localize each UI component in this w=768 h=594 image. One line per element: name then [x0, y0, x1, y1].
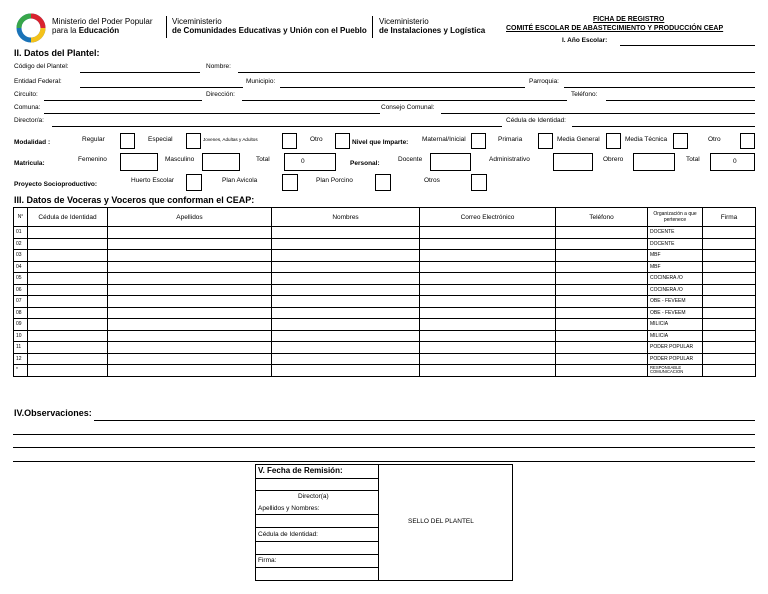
apellidos-cell[interactable] [108, 319, 272, 331]
firma-cell[interactable] [703, 365, 756, 377]
remision-apellidos-label: Apellidos y Nombres: [258, 505, 320, 512]
proyecto-otros-label: Otros [424, 177, 440, 184]
col-apellidos-header: Apellidos [108, 208, 272, 227]
correo-cell[interactable] [420, 238, 556, 250]
circuito-label: Circuito: [14, 91, 38, 98]
entidad-label: Entidad Federal: [14, 78, 62, 85]
col-cedula-header: Cédula de Identidad [28, 208, 108, 227]
modalidad-otro-checkbox[interactable] [335, 133, 350, 149]
total-matricula-label: Total [256, 156, 270, 163]
organizacion-cell: DOCENTE [648, 227, 703, 239]
firma-cell[interactable] [703, 284, 756, 296]
organizacion-cell: MILICIA [648, 330, 703, 342]
firma-cell[interactable] [703, 227, 756, 239]
telefono-cell[interactable] [556, 238, 648, 250]
nivel-maternal-label: Maternal/Inicial [422, 136, 466, 143]
femenino-field[interactable] [120, 153, 158, 171]
codigo-field[interactable] [80, 72, 200, 73]
telefono-cell[interactable] [556, 284, 648, 296]
docente-field[interactable] [430, 153, 471, 171]
fecha-remision-field[interactable] [255, 490, 378, 491]
telefono-cell[interactable] [556, 273, 648, 285]
col-telefono-header: Teléfono [556, 208, 648, 227]
telefono-cell[interactable] [556, 353, 648, 365]
remision-cedula-label: Cédula de Identidad: [258, 531, 318, 538]
apellidos-cell[interactable] [108, 342, 272, 354]
correo-cell[interactable] [420, 342, 556, 354]
nombres-cell[interactable] [272, 319, 420, 331]
organizacion-cell: RESPONSABLE COMUNICACION [648, 365, 703, 377]
table-row [14, 273, 756, 285]
correo-cell[interactable] [420, 250, 556, 262]
table-row [14, 284, 756, 296]
col-correo-header: Correo Electrónico [420, 208, 556, 227]
nivel-label: Nivel que Imparte: [352, 139, 409, 146]
proyecto-otros-checkbox[interactable] [471, 174, 487, 191]
cedula-cell[interactable] [28, 307, 108, 319]
row-number: 05 [14, 273, 28, 285]
voceros-header-row [14, 208, 756, 227]
telefono-cell[interactable] [556, 319, 648, 331]
apellidos-cell[interactable] [108, 284, 272, 296]
firma-cell[interactable] [703, 342, 756, 354]
cedula-cell[interactable] [28, 330, 108, 342]
table-row [14, 353, 756, 365]
table-row [14, 296, 756, 308]
apellidos-cell[interactable] [108, 296, 272, 308]
proyecto-avicola-checkbox[interactable] [282, 174, 298, 191]
apellidos-cell[interactable] [108, 353, 272, 365]
personal-label: Personal: [350, 160, 380, 167]
director-title: Director(a) [298, 493, 329, 500]
organizacion-cell: MBF [648, 250, 703, 262]
parroquia-label: Parroquia: [529, 78, 559, 85]
row-number: 06 [14, 284, 28, 296]
table-row [14, 227, 756, 239]
row-number: 10 [14, 330, 28, 342]
correo-cell[interactable] [420, 365, 556, 377]
apellidos-cell[interactable] [108, 250, 272, 262]
proyecto-avicola-label: Plan Avicola [222, 177, 258, 184]
comuna-field[interactable] [44, 113, 380, 114]
apellidos-cell[interactable] [108, 227, 272, 239]
table-row [14, 365, 756, 377]
col-firma-header: Firma [703, 208, 756, 227]
firma-cell[interactable] [703, 238, 756, 250]
firma-cell[interactable] [703, 250, 756, 262]
table-row [14, 238, 756, 250]
apellidos-cell[interactable] [108, 365, 272, 377]
modalidad-especial-label: Especial [148, 136, 173, 143]
cedula-cell[interactable] [28, 342, 108, 354]
row-number: 03 [14, 250, 28, 262]
row-number: 09 [14, 319, 28, 331]
anio-escolar-field[interactable] [620, 45, 755, 46]
viceministry-instalaciones: Viceministerio de Instalaciones y Logística [379, 17, 486, 35]
correo-cell[interactable] [420, 273, 556, 285]
apellidos-cell[interactable] [108, 307, 272, 319]
firma-cell[interactable] [703, 273, 756, 285]
cedula-director-field[interactable] [572, 126, 755, 127]
telefono-cell[interactable] [556, 330, 648, 342]
docente-label: Docente [398, 156, 423, 163]
ministry-name: Ministerio del Poder Popular para la Educación [52, 17, 153, 35]
correo-cell[interactable] [420, 319, 556, 331]
nivel-maternal-checkbox[interactable] [471, 133, 486, 149]
apellidos-cell[interactable] [108, 261, 272, 273]
modalidad-regular-label: Regular [82, 136, 105, 143]
organizacion-cell: PODER POPULAR [648, 342, 703, 354]
cedula-cell[interactable] [28, 365, 108, 377]
apellidos-cell[interactable] [108, 238, 272, 250]
firma-cell[interactable] [703, 307, 756, 319]
comite-title: COMITÉ ESCOLAR DE ABASTECIMIENTO Y PRODUCCIÓN CEAP [506, 25, 724, 32]
cedula-cell[interactable] [28, 284, 108, 296]
entidad-field[interactable] [80, 87, 243, 88]
firma-cell[interactable] [703, 353, 756, 365]
col-organizacion-header: Organización a que pertenece [648, 208, 703, 227]
organizacion-cell: MILICIA [648, 319, 703, 331]
masculino-label: Masculino [165, 156, 195, 163]
masculino-field[interactable] [202, 153, 240, 171]
total-matricula-value: 0 [301, 158, 305, 165]
nombre-label: Nombre: [206, 63, 231, 70]
proyecto-huerto-checkbox[interactable] [186, 174, 202, 191]
remision-cedula-field[interactable] [255, 554, 378, 555]
circuito-field[interactable] [44, 100, 202, 101]
femenino-label: Femenino [78, 156, 107, 163]
consejo-field[interactable] [441, 113, 755, 114]
cedula-cell[interactable] [28, 319, 108, 331]
row-number: 11 [14, 342, 28, 354]
voceros-table [13, 207, 756, 377]
remision-apellidos-field[interactable] [255, 527, 378, 528]
nivel-otro-checkbox[interactable] [740, 133, 755, 149]
telefono-cell[interactable] [556, 307, 648, 319]
table-row [14, 319, 756, 331]
telefono-field[interactable] [606, 100, 755, 101]
apellidos-cell[interactable] [108, 330, 272, 342]
voceros-section-title: III. Datos de Voceras y Voceros que conforman el CEAP: [14, 195, 255, 205]
total-matricula-field[interactable] [284, 153, 336, 171]
sello-plantel-label: SELLO DEL PLANTEL [408, 518, 474, 525]
nombres-cell[interactable] [272, 365, 420, 377]
modalidad-adultos-checkbox[interactable] [282, 133, 297, 149]
modalidad-label: Modalidad : [14, 139, 51, 146]
nivel-primaria-checkbox[interactable] [538, 133, 553, 149]
obrero-label: Obrero [603, 156, 624, 163]
proyecto-huerto-label: Huerto Escolar [131, 177, 174, 184]
correo-cell[interactable] [420, 296, 556, 308]
modalidad-regular-checkbox[interactable] [120, 133, 135, 149]
consejo-label: Consejo Comunal: [381, 104, 435, 111]
obrero-field[interactable] [633, 153, 675, 171]
row-number: 07 [14, 296, 28, 308]
proyecto-porcino-label: Plan Porcino [316, 177, 353, 184]
ficha-title: FICHA DE REGISTRO [593, 16, 665, 23]
remision-firma-field[interactable] [255, 567, 378, 568]
nombre-field[interactable] [238, 72, 755, 73]
viceministry-comunidades: Viceministerio de Comunidades Educativas y Unión con el Pueblo [172, 17, 367, 35]
modalidad-especial-checkbox[interactable] [186, 133, 201, 149]
proyecto-label: Proyecto Socioproductivo: [14, 181, 98, 188]
telefono-cell[interactable] [556, 250, 648, 262]
cedula-cell[interactable] [28, 353, 108, 365]
correo-cell[interactable] [420, 227, 556, 239]
observaciones-line-3[interactable] [13, 447, 755, 448]
table-row [14, 307, 756, 319]
nombres-cell[interactable] [272, 261, 420, 273]
municipio-field[interactable] [280, 87, 525, 88]
nombres-cell[interactable] [272, 353, 420, 365]
direccion-field[interactable] [242, 100, 567, 101]
nombres-cell[interactable] [272, 238, 420, 250]
telefono-cell[interactable] [556, 365, 648, 377]
col-nombres-header: Nombres [272, 208, 420, 227]
director-field[interactable] [52, 126, 502, 127]
cedula-cell[interactable] [28, 238, 108, 250]
row-number: 12 [14, 353, 28, 365]
organizacion-cell: COCINERA /O [648, 284, 703, 296]
plantel-section-title: II. Datos del Plantel: [14, 48, 100, 58]
modalidad-otro-label: Otro [310, 136, 323, 143]
personal-total-value: 0 [733, 158, 737, 165]
telefono-cell[interactable] [556, 227, 648, 239]
table-row [14, 330, 756, 342]
row-number: 02 [14, 238, 28, 250]
municipio-label: Municipio: [246, 78, 276, 85]
remision-box [255, 464, 513, 581]
proyecto-porcino-checkbox[interactable] [375, 174, 391, 191]
table-row [14, 342, 756, 354]
firma-cell[interactable] [703, 261, 756, 273]
nombres-cell[interactable] [272, 227, 420, 239]
row-number: * [14, 365, 28, 377]
organizacion-cell: MBF [648, 261, 703, 273]
row-number: 04 [14, 261, 28, 273]
administrativo-label: Administrativo [489, 156, 530, 163]
correo-cell[interactable] [420, 307, 556, 319]
observaciones-title: IV.Observaciones: [14, 408, 92, 418]
nombres-cell[interactable] [272, 342, 420, 354]
table-row [14, 261, 756, 273]
nivel-media-tecnica-checkbox[interactable] [673, 133, 688, 149]
row-number: 08 [14, 307, 28, 319]
telefono-label: Teléfono: [571, 91, 598, 98]
firma-cell[interactable] [703, 296, 756, 308]
correo-cell[interactable] [420, 353, 556, 365]
ministry-logo-icon [16, 13, 46, 43]
nombres-cell[interactable] [272, 250, 420, 262]
modalidad-adultos-label: Jovenes, Adultas y Adultos [203, 137, 258, 142]
cedula-cell[interactable] [28, 296, 108, 308]
firma-cell[interactable] [703, 319, 756, 331]
cedula-cell[interactable] [28, 250, 108, 262]
cedula-cell[interactable] [28, 261, 108, 273]
nivel-otro-label: Otro [708, 136, 721, 143]
correo-cell[interactable] [420, 284, 556, 296]
apellidos-cell[interactable] [108, 273, 272, 285]
firma-cell[interactable] [703, 330, 756, 342]
nombres-cell[interactable] [272, 273, 420, 285]
nombres-cell[interactable] [272, 307, 420, 319]
organizacion-cell: OBE - FEVEEM [648, 307, 703, 319]
nivel-primaria-label: Primaria [498, 136, 523, 143]
cedula-cell[interactable] [28, 273, 108, 285]
organizacion-cell: PODER POPULAR [648, 353, 703, 365]
cedula-director-label: Cédula de Identidad: [506, 117, 566, 124]
organizacion-cell: OBE - FEVEEM [648, 296, 703, 308]
telefono-cell[interactable] [556, 261, 648, 273]
telefono-cell[interactable] [556, 342, 648, 354]
observaciones-line-2[interactable] [13, 434, 755, 435]
correo-cell[interactable] [420, 330, 556, 342]
nombres-cell[interactable] [272, 284, 420, 296]
matricula-label: Matricula: [14, 160, 45, 167]
nombres-cell[interactable] [272, 296, 420, 308]
personal-total-label: Total [686, 156, 700, 163]
codigo-label: Código del Plantel: [14, 63, 69, 70]
nivel-media-general-checkbox[interactable] [606, 133, 621, 149]
nombres-cell[interactable] [272, 330, 420, 342]
remision-title: V. Fecha de Remisión: [258, 466, 343, 475]
administrativo-field[interactable] [553, 153, 593, 171]
personal-total-field[interactable] [710, 153, 755, 171]
anio-escolar-label: I. Año Escolar: [562, 37, 608, 44]
col-numero-header: N° [14, 208, 28, 227]
correo-cell[interactable] [420, 261, 556, 273]
telefono-cell[interactable] [556, 296, 648, 308]
comuna-label: Comuna: [14, 104, 41, 111]
direccion-label: Dirección: [206, 91, 235, 98]
row-number: 01 [14, 227, 28, 239]
cedula-cell[interactable] [28, 227, 108, 239]
nivel-media-general-label: Media General [557, 136, 600, 143]
parroquia-field[interactable] [564, 87, 755, 88]
remision-firma-label: Firma: [258, 557, 277, 564]
nivel-media-tecnica-label: Media Técnica [625, 136, 668, 143]
organizacion-cell: COCINERA /O [648, 273, 703, 285]
table-row [14, 250, 756, 262]
director-label: Director/a: [14, 117, 44, 124]
organizacion-cell: DOCENTE [648, 238, 703, 250]
observaciones-line-1[interactable] [94, 420, 755, 421]
observaciones-line-4[interactable] [13, 461, 755, 462]
